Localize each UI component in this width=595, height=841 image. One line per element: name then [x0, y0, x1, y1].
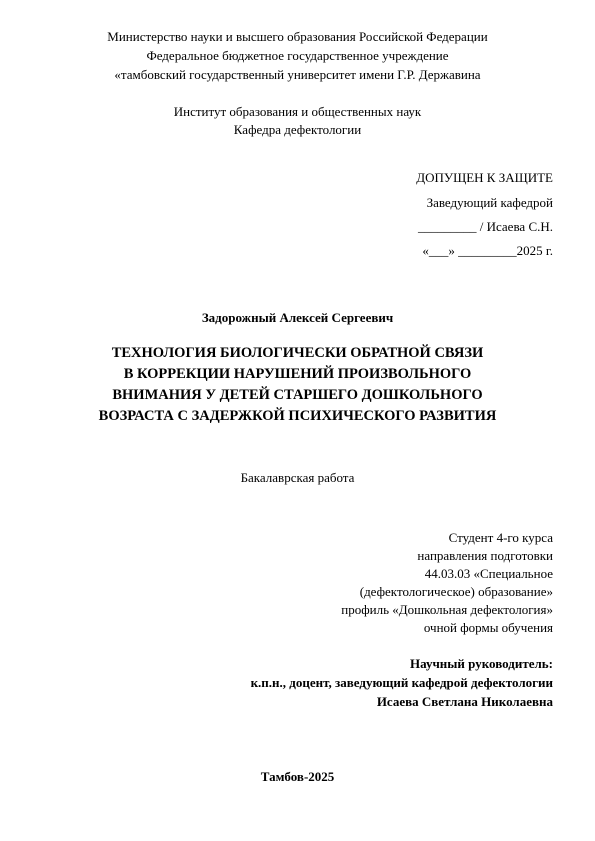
student-info-line: Студент 4-го курса: [448, 530, 553, 545]
institution-type-line: Федеральное бюджетное государственное учреждение: [146, 48, 449, 63]
student-info-line: направления подготовки: [417, 548, 553, 563]
title-line-1: ТЕХНОЛОГИЯ БИОЛОГИЧЕСКИ ОБРАТНОЙ СВЯЗИ: [111, 345, 484, 361]
student-info-line: профиль «Дошкольная дефектология»: [341, 602, 553, 617]
approval-heading: ДОПУЩЕН К ЗАЩИТЕ: [416, 170, 553, 185]
approval-signature: _________ / Исаева С.Н.: [417, 219, 553, 234]
institute-line: Институт образования и общественных наук: [173, 104, 422, 119]
student-info-line: 44.03.03 «Специальное: [424, 566, 553, 581]
approval-role: Заведующий кафедрой: [426, 195, 553, 210]
ministry-line: Министерство науки и высшего образования Российской Федерации: [107, 29, 488, 44]
supervisor-heading: Научный руководитель:: [410, 656, 553, 671]
approval-date: «___» _________2025 г.: [422, 243, 553, 258]
university-line: «тамбовский государственный университет имени Г.Р. Державина: [114, 67, 481, 82]
student-info-line: (дефектологическое) образование»: [359, 584, 553, 599]
supervisor-name: Исаева Светлана Николаевна: [376, 694, 553, 709]
title-line-3: ВНИМАНИЯ У ДЕТЕЙ СТАРШЕГО ДОШКОЛЬНОГО: [112, 387, 483, 403]
title-line-4: ВОЗРАСТА С ЗАДЕРЖКОЙ ПСИХИЧЕСКОГО РАЗВИТИЯ: [98, 408, 497, 424]
city-year: Тамбов-2025: [260, 769, 335, 784]
title-line-2: В КОРРЕКЦИИ НАРУШЕНИЙ ПРОИЗВОЛЬНОГО: [123, 366, 472, 382]
supervisor-position: к.п.н., доцент, заведующий кафедрой дефектологии: [250, 675, 553, 690]
student-info-line: очной формы обучения: [423, 620, 553, 635]
department-line: Кафедра дефектологии: [233, 122, 362, 137]
author-name: Задорожный Алексей Сергеевич: [201, 310, 394, 325]
work-type: Бакалаврская работа: [240, 470, 355, 485]
